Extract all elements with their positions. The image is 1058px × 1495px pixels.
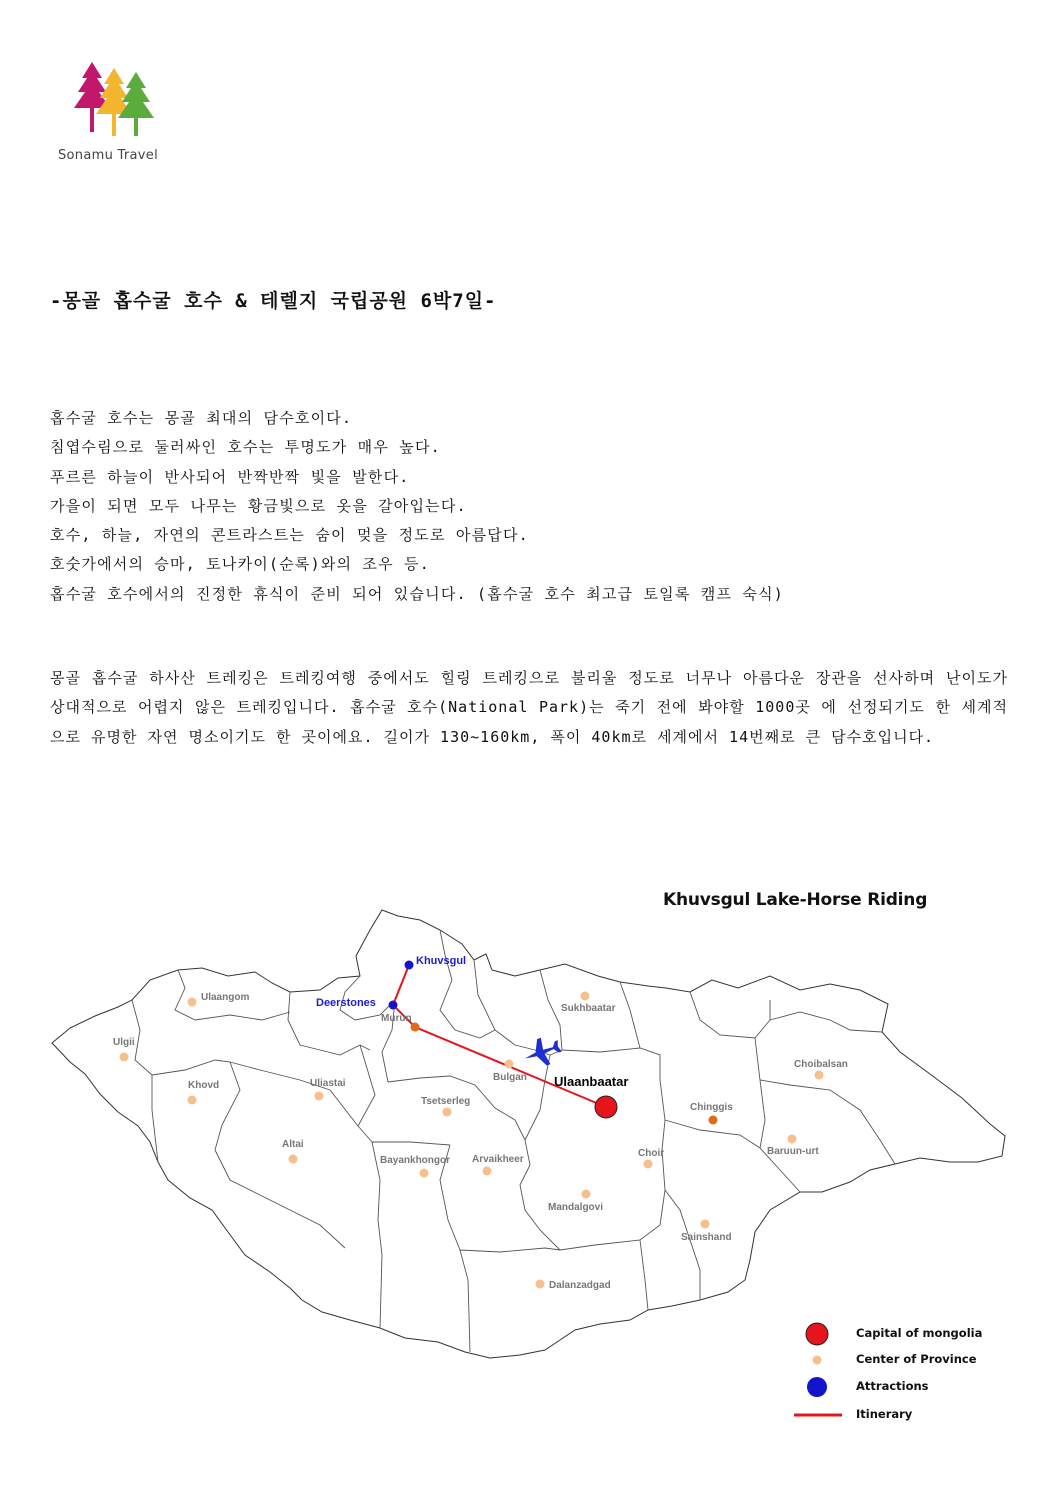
attraction-label-deerstones: Deerstones: [316, 997, 376, 1009]
description-paragraph: 몽골 홉수굴 하사산 트레킹은 트레킹여행 중에서도 힐링 트레킹으로 불리울 정도로 너무나 아름다운 장관을 선사하며 난이도가 상대적으로 어렵지 않은 트레킹입니다. 홉수굴 호수(National Park)는 죽기 전에 봐야할 1000곳 에 선정되기도 한 세계적으로 유명한 자연 명소이기도 한 곳이에요. 길이가 130~160km, 폭이 40km로 세계에서 14번째로 큰 담수호입니다.: [50, 669, 1008, 746]
intro-line: 푸르른 하늘이 반사되어 반짝반짝 빛을 발한다.: [50, 467, 410, 486]
intro-line: 홉수굴 호수에서의 진정한 휴식이 준비 되어 있습니다. (홉수굴 호수 최고급 토일록 캠프 숙식): [50, 584, 784, 603]
legend-item-attraction: [790, 1375, 1050, 1399]
province-dot: [420, 1169, 429, 1178]
capital-label: Ulaanbaatar: [554, 1074, 629, 1089]
province-label: Ulaangom: [201, 992, 250, 1003]
province-dot: [315, 1092, 324, 1101]
map-section: [0, 880, 1058, 1440]
legend-item-capital: [790, 1322, 1050, 1346]
intro-line: 호수, 하늘, 자연의 콘트라스트는 숨이 멎을 정도로 아름답다.: [50, 526, 529, 545]
intro-line: 호숫가에서의 승마, 토나카이(순록)와의 조우 등.: [50, 555, 430, 574]
map-title: Khuvsgul Lake-Horse Riding: [663, 890, 928, 910]
province-label: Murun: [381, 1013, 412, 1024]
legend-label: Capital of mongolia: [856, 1326, 983, 1340]
province-dot: [483, 1167, 492, 1176]
brand-name: Sonamu Travel: [58, 148, 158, 163]
province-dot: [120, 1053, 129, 1062]
province-label: Dalanzadgad: [549, 1280, 611, 1291]
province-dot: [815, 1071, 824, 1080]
province-label: Khovd: [188, 1080, 220, 1091]
attraction-dot-khuvsgul: [405, 961, 414, 970]
province-marker-icon: [790, 1348, 844, 1372]
tree-logo-icon: [68, 58, 168, 140]
province-label: Sainshand: [681, 1232, 732, 1243]
province-dot: [788, 1135, 797, 1144]
legend-label: Attractions: [856, 1379, 929, 1393]
attraction-label-khuvsgul: Khuvsgul: [416, 955, 467, 967]
province-label: Chinggis: [690, 1102, 733, 1113]
province-dot: [188, 998, 197, 1007]
page-title: -몽골 홉수굴 호수 & 테렐지 국립공원 6박7일-: [50, 290, 497, 312]
province-dot: [188, 1096, 197, 1105]
province-dot: [411, 1023, 420, 1032]
itinerary-line-icon: [790, 1403, 844, 1427]
company-logo: [58, 58, 178, 168]
province-label: Bulgan: [493, 1072, 527, 1083]
province-label: Sukhbaatar: [561, 1003, 616, 1014]
province-dot: [644, 1160, 653, 1169]
attraction-dot-deerstones: [389, 1001, 398, 1010]
legend-item-province: [790, 1348, 1050, 1372]
province-label: Choir: [638, 1148, 665, 1159]
province-label: Altai: [282, 1139, 304, 1150]
intro-line: 침엽수림으로 둘러싸인 호수는 투명도가 매우 높다.: [50, 438, 441, 457]
attraction-marker-icon: [790, 1375, 844, 1399]
province-label: Uliastai: [310, 1078, 346, 1089]
province-label: Ulgii: [113, 1037, 135, 1048]
province-dot: [289, 1155, 298, 1164]
intro-list: [50, 404, 1010, 609]
province-label: Mandalgovi: [548, 1202, 604, 1213]
province-dot: [582, 1190, 591, 1199]
province-label: Baruun-urt: [767, 1146, 819, 1157]
legend-label: Center of Province: [856, 1352, 977, 1366]
legend-label: Itinerary: [856, 1407, 913, 1421]
province-label: Tsetserleg: [421, 1096, 471, 1107]
intro-line: 가을이 되면 모두 나무는 황금빛으로 옷을 갈아입는다.: [50, 496, 467, 515]
province-dot: [709, 1116, 718, 1125]
province-label: Arvaikheer: [472, 1154, 524, 1165]
province-dot: [701, 1220, 710, 1229]
province-dot: [536, 1280, 545, 1289]
province-dot: [443, 1108, 452, 1117]
province-dot: [505, 1060, 514, 1069]
province-label: Bayankhongor: [380, 1155, 451, 1166]
province-dot: [581, 992, 590, 1001]
legend-item-itinerary: [790, 1403, 1050, 1427]
capital-marker-icon: [790, 1322, 844, 1346]
capital-dot: [595, 1096, 617, 1118]
intro-line: 홉수굴 호수는 몽골 최대의 담수호이다.: [50, 409, 353, 427]
province-label: Choibalsan: [794, 1059, 848, 1070]
